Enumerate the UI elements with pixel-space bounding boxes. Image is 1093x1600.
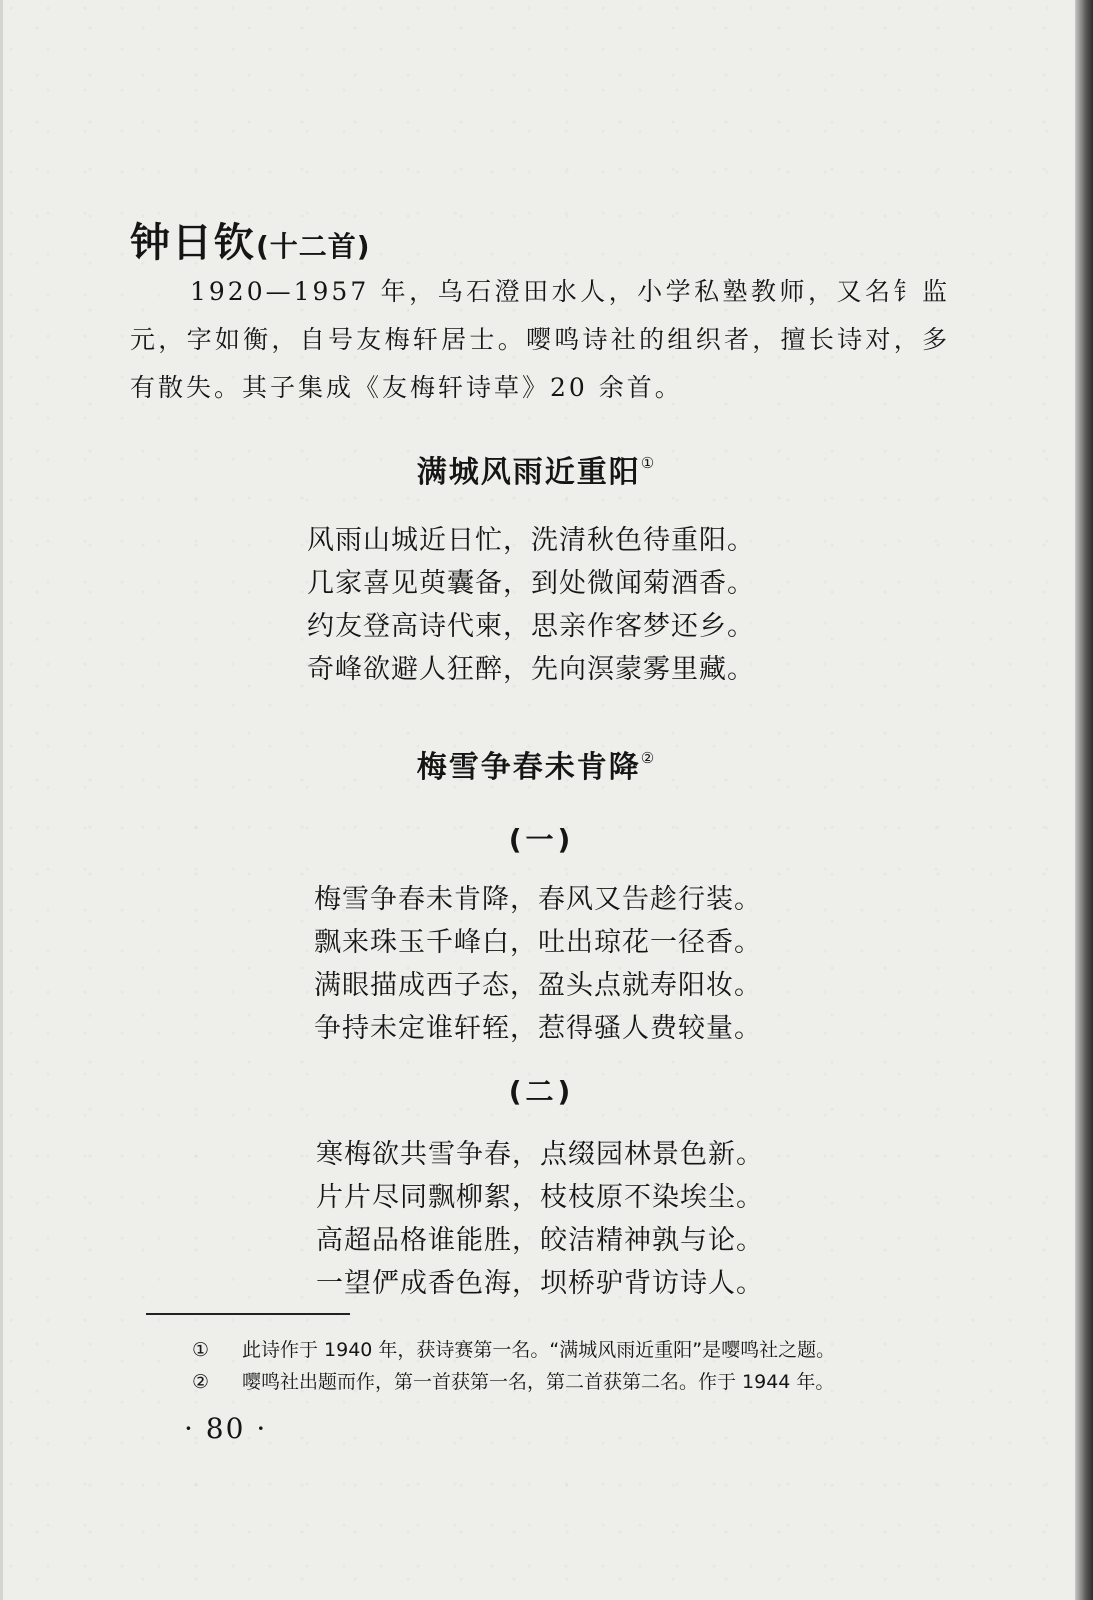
verse-line: 飘来珠玉千峰白，吐出琼花一径香。	[314, 927, 762, 958]
verse-line: 梅雪争春未肯降，春风又告趁行装。	[314, 884, 762, 915]
verse-line: 片片尽同飘柳絮，枝枝原不染埃尘。	[316, 1182, 764, 1213]
verse-line: 几家喜见萸囊备，到处微闻菊酒香。	[307, 568, 755, 599]
verse-line: 一望俨成香色海，坝桥驴背访诗人。	[316, 1268, 764, 1299]
part-label-1: (一)	[508, 823, 575, 856]
page-left-edge	[0, 0, 3, 1600]
verse-line: 寒梅欲共雪争春，点缀园林景色新。	[316, 1139, 764, 1170]
verse-line: 高超品格谁能胜，皎洁精神孰与论。	[316, 1225, 764, 1256]
page-number: · 80 ·	[184, 1412, 268, 1445]
author-name: 钟日钦	[130, 220, 256, 266]
verse-line: 风雨山城近日忙，洗清秋色待重阳。	[307, 525, 755, 556]
author-biography: 1920—1957 年，乌石澄田水人，小学私塾教师，又名钅监元，字如衡，自号友梅轩居士。嘤鸣诗社的组织者，擅长诗对，多有散失。其子集成《友梅轩诗草》20 余首。	[130, 277, 950, 402]
page-binding-shadow	[1075, 0, 1093, 1600]
footnotes	[192, 1334, 835, 1398]
poem-title-text: 梅雪争春未肯降	[416, 750, 641, 785]
footnote-divider	[146, 1313, 350, 1315]
poem-title-2	[0, 742, 1083, 786]
part-label-2: (二)	[508, 1075, 575, 1108]
author-heading	[130, 218, 371, 272]
footnote-item	[192, 1334, 835, 1366]
poem-title-text: 满城风雨近重阳	[416, 455, 641, 490]
poem-2-part-2-verse	[316, 1133, 764, 1305]
footnote-number: ②	[192, 1371, 210, 1393]
footnote-item	[192, 1366, 835, 1398]
poem-2-part-1-verse	[314, 878, 762, 1050]
footnote-marker: ①	[640, 454, 657, 472]
verse-line: 争持未定谁轩轾，惹得骚人费较量。	[314, 1013, 762, 1044]
verse-line: 约友登高诗代柬，思亲作客梦还乡。	[307, 611, 755, 642]
footnote-marker: ②	[640, 749, 657, 767]
footnote-number: ①	[192, 1339, 210, 1361]
verse-line: 奇峰欲避人狂醉，先向溟蒙雾里藏。	[307, 654, 755, 685]
poem-1-verse	[307, 519, 755, 691]
verse-line: 满眼描成西子态，盈头点就寿阳妆。	[314, 970, 762, 1001]
footnote-text: 嘤鸣社出题而作，第一首获第一名，第二首获第二名。作于 1944 年。	[242, 1371, 835, 1393]
footnote-text: 此诗作于 1940 年，获诗赛第一名。“满城风雨近重阳”是嘤鸣社之题。	[242, 1339, 836, 1361]
poem-title-1	[0, 447, 1083, 491]
poem-count: (十二首)	[256, 230, 371, 263]
